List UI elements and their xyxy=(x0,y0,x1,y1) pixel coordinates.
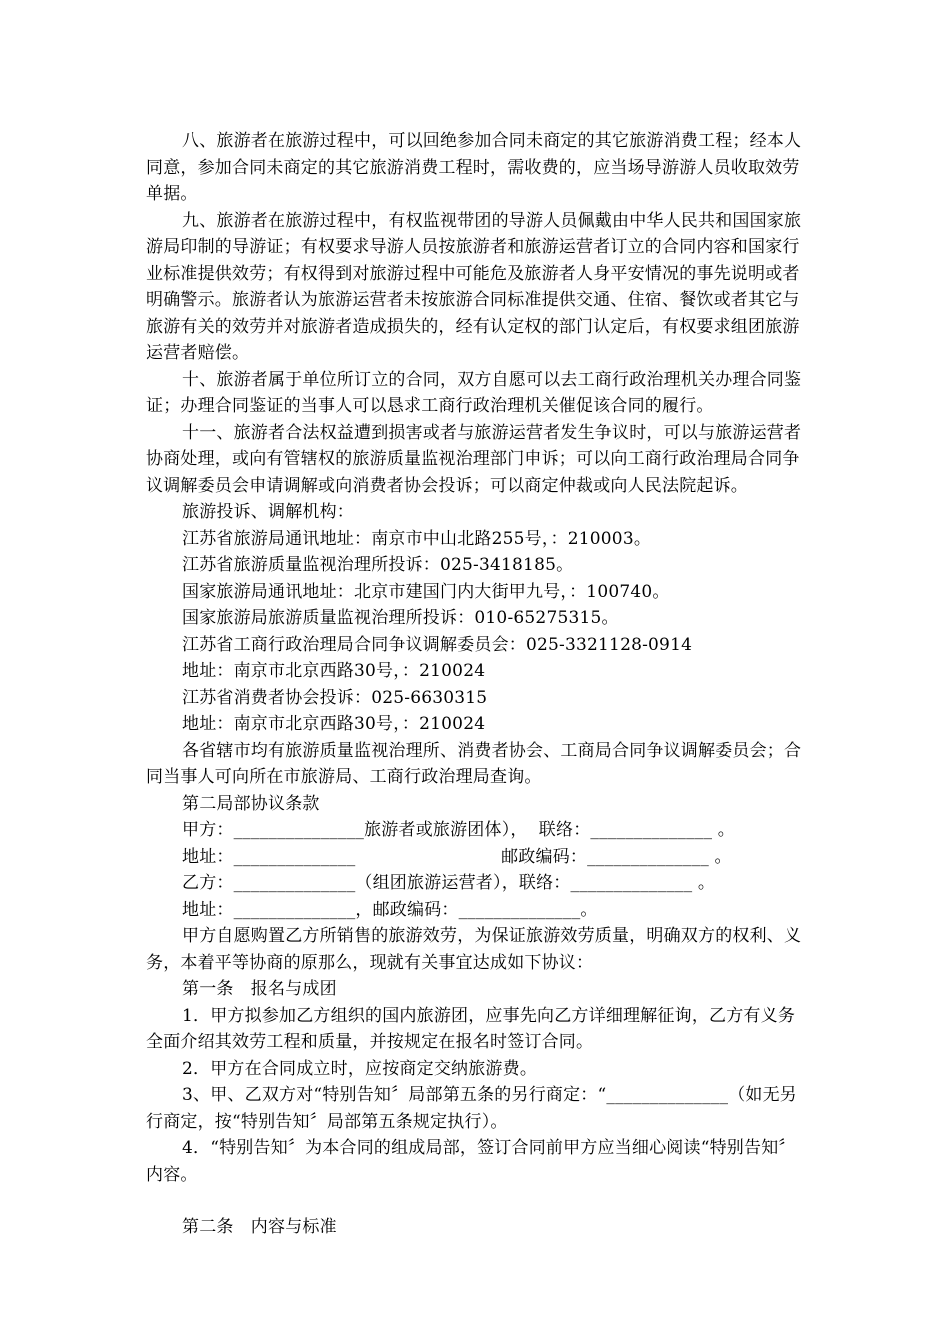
paragraph: 第二局部协议条款 xyxy=(182,793,320,814)
paragraph: 江苏省工商行政治理局合同争议调解委员会：025-3321128-0914 xyxy=(182,634,693,655)
paragraph: 甲方自愿购置乙方所销售的旅游效劳，为保证旅游效劳质量，明确双方的权利、义务，本着平等协商的原那么，现就有关事宜达成如下协议： xyxy=(146,926,802,973)
paragraph: 九、旅游者在旅游过程中，有权监视带团的导游人员佩戴由中华人民共和国国家旅游局印制的导游证；有权要求导游人员按旅游者和旅游运营者订立的合同内容和国家行业标准提供效劳；有权得到对旅游过程中可能危及旅游者人身平安情况的事先说明或者明确警示。旅游者认为旅游运营者未按旅游合同标准提供交通、住宿、餐饮或者其它与旅游有关的效劳并对旅游者造成损失的，经有认定权的部门认定后，有权要求组团旅游运营者赔偿。 xyxy=(146,210,802,363)
paragraph: 2．甲方在合同成立时，应按商定交纳旅游费。 xyxy=(182,1058,538,1079)
blank-line xyxy=(146,1188,804,1214)
form-line-left: 甲方：_______________旅游者或旅游团体）， 联络：______________ 。 xyxy=(182,820,736,840)
contract-body-part1 xyxy=(146,128,804,817)
paragraph: 八、旅游者在旅游过程中，可以回绝参加合同未商定的其它旅游消费工程；经本人同意，参加合同未商定的其它旅游消费工程时，需收费的，应当场导游游人员收取效劳单据。 xyxy=(146,131,802,204)
paragraph: 国家旅游局通讯地址：北京市建国门内大街甲九号，：100740。 xyxy=(182,581,670,602)
form-line-left: 乙方：______________（组团旅游运营者），联络：______________ 。 xyxy=(182,873,716,893)
paragraph: 旅游投诉、调解机构： xyxy=(182,502,354,522)
paragraph: 1．甲方拟参加乙方组织的国内旅游团，应事先向乙方详细理解征询，乙方有义务全面介绍其效劳工程和质量，并按规定在报名时签订合同。 xyxy=(146,1005,796,1052)
form-line xyxy=(146,897,804,924)
section-heading-article-2: 第二条 内容与标准 xyxy=(182,1217,337,1237)
paragraph: 十、旅游者属于单位所订立的合同，双方自愿可以去工商行政治理机关办理合同鉴证；办理合同鉴证的当事人可以恳求工商行政治理机关催促该合同的履行。 xyxy=(146,369,802,416)
paragraph: 地址：南京市北京西路30号，：210024 xyxy=(182,661,486,681)
form-line-left: 地址：______________，邮政编码：______________。 xyxy=(182,899,598,920)
paragraph: 江苏省旅游局通讯地址：南京市中山北路255号，：210003。 xyxy=(182,528,652,549)
paragraph: 地址：南京市北京西路30号，：210024 xyxy=(182,714,486,734)
paragraph: 十一、旅游者合法权益遭到损害或者与旅游运营者发生争议时，可以与旅游运营者协商处理，或向有管辖权的旅游质量监视治理部门申诉；可以向工商行政治理局合同争议调解委员会申请调解或向消费者协会投诉；可以商定仲裁或向人民法院起诉。 xyxy=(146,422,802,496)
paragraph: 4．“特别告知〞为本合同的组成局部，签订合同前甲方应当细心阅读“特别告知〞内容。 xyxy=(146,1138,796,1185)
paragraph: 江苏省旅游质量监视治理所投诉：025-3418185。 xyxy=(182,555,574,575)
paragraph: 江苏省消费者协会投诉：025-6630315 xyxy=(182,687,488,708)
form-line-right: 邮政编码：______________ 。 xyxy=(501,846,732,867)
contract-form-lines xyxy=(146,817,804,923)
paragraph: 第一条 报名与成团 xyxy=(182,979,337,999)
contract-body-part2 xyxy=(146,923,804,1188)
form-line xyxy=(146,817,804,844)
paragraph: 3、甲、乙双方对“特别告知〞局部第五条的另行商定：“______________（如无另行商定，按“特别告知〞局部第五条规定执行）。 xyxy=(146,1085,797,1132)
form-line xyxy=(146,870,804,897)
form-line-left: 地址：______________ xyxy=(182,846,502,867)
paragraph: 各省辖市均有旅游质量监视治理所、消费者协会、工商局合同争议调解委员会；合同当事人可向所在市旅游局、工商行政治理局查询。 xyxy=(146,740,802,787)
paragraph: 国家旅游局旅游质量监视治理所投诉：010-65275315。 xyxy=(182,608,619,628)
form-line xyxy=(146,844,804,871)
